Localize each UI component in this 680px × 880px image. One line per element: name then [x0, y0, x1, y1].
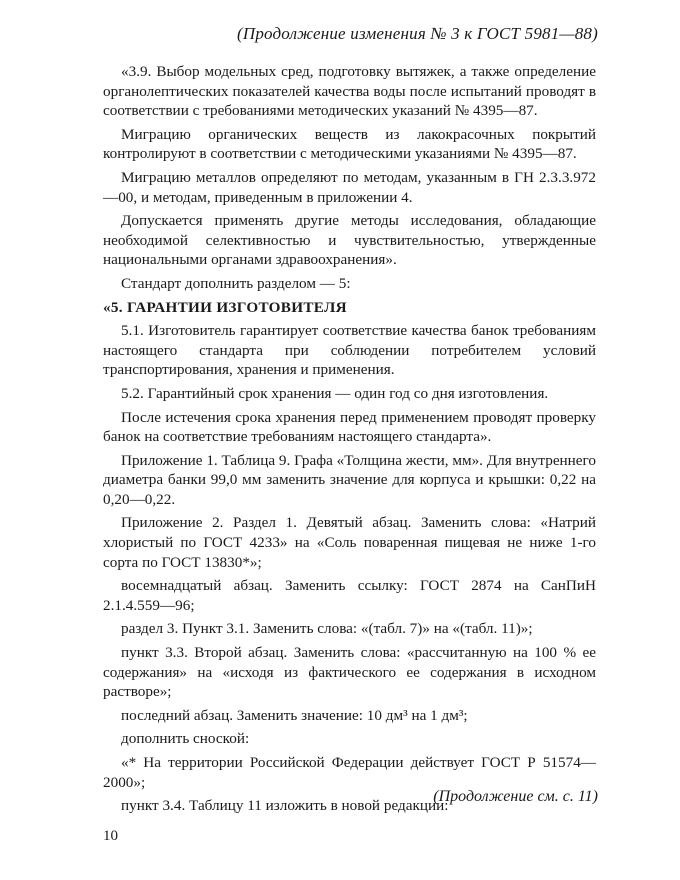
section-heading: «5. ГАРАНТИИ ИЗГОТОВИТЕЛЯ — [103, 298, 347, 316]
continuation-note: (Продолжение см. с. 11) — [433, 788, 598, 805]
paragraph-5-2: 5.2. Гарантийный срок хранения — один год со дня изготовления. — [121, 384, 549, 402]
paragraph-after-storage: После истечения срока хранения перед применением проводят проверку банок на соответствие требованиям настоящего стандарта». — [103, 408, 596, 446]
paragraph-section-3: раздел 3. Пункт 3.1. Заменить слова: «(табл. 7)» на «(табл. 11)»; — [121, 620, 533, 638]
paragraph-3-3: пункт 3.3. Второй абзац. Заменить слова: «рассчитанную на 100 % ее содержания» на «исходя из фактического ее содержания в исходном растворе»; — [103, 644, 596, 701]
document-body — [103, 62, 596, 820]
paragraph-3-4: пункт 3.4. Таблицу 11 изложить в новой редакции: — [121, 797, 449, 815]
paragraph-migration-organic: Миграцию органических веществ из лакокрасочных покрытий контролируют в соответствии с методическими указаниями № 4395—87. — [103, 125, 596, 163]
paragraph-3-9: «3.9. Выбор модельных сред, подготовку вытяжек, а также определение органолептических показателей качества воды после испытаний проводят в соответствии с требованиями методических указаний № 4395—87. — [103, 63, 596, 120]
paragraph-last: последний абзац. Заменить значение: 10 дм³ на 1 дм³; — [121, 706, 468, 724]
paragraph-footnote-add: дополнить сноской: — [121, 730, 250, 748]
paragraph-migration-metals: Миграцию металлов определяют по методам, указанным в ГН 2.3.3.972—00, и методам, приведенным в приложении 4. — [103, 168, 596, 206]
paragraph-5-1: 5.1. Изготовитель гарантирует соответствие качества банок требованиям настоящего стандарта при соблюдении потребителем условий транспортирования, хранения и применения. — [103, 322, 596, 379]
paragraph-appendix-1: Приложение 1. Таблица 9. Графа «Толщина жести, мм». Для внутреннего диаметра банки 99,0 мм заменить значение для корпуса и крышки: 0,22 на 0,20—0,22. — [103, 451, 596, 508]
paragraph-footnote: «* На территории Российской Федерации действует ГОСТ Р 51574—2000»; — [103, 754, 596, 791]
page-header: (Продолжение изменения № 3 к ГОСТ 5981—88) — [236, 24, 598, 43]
paragraph-eighteenth: восемнадцатый абзац. Заменить ссылку: ГОСТ 2874 на СанПиН 2.1.4.559—96; — [103, 577, 596, 614]
page-number: 10 — [103, 828, 118, 844]
paragraph-other-methods: Допускается применять другие методы исследования, обладающие необходимой селективностью и чувствительностью, утвержденные национальными органами здравоохранения». — [103, 212, 596, 269]
paragraph-appendix-2: Приложение 2. Раздел 1. Девятый абзац. Заменить слова: «Натрий хлористый по ГОСТ 4233» на «Соль поваренная пищевая не ниже 1-го сорта по ГОСТ 13830*»; — [103, 514, 596, 571]
paragraph-add-section: Стандарт дополнить разделом — 5: — [121, 274, 351, 292]
